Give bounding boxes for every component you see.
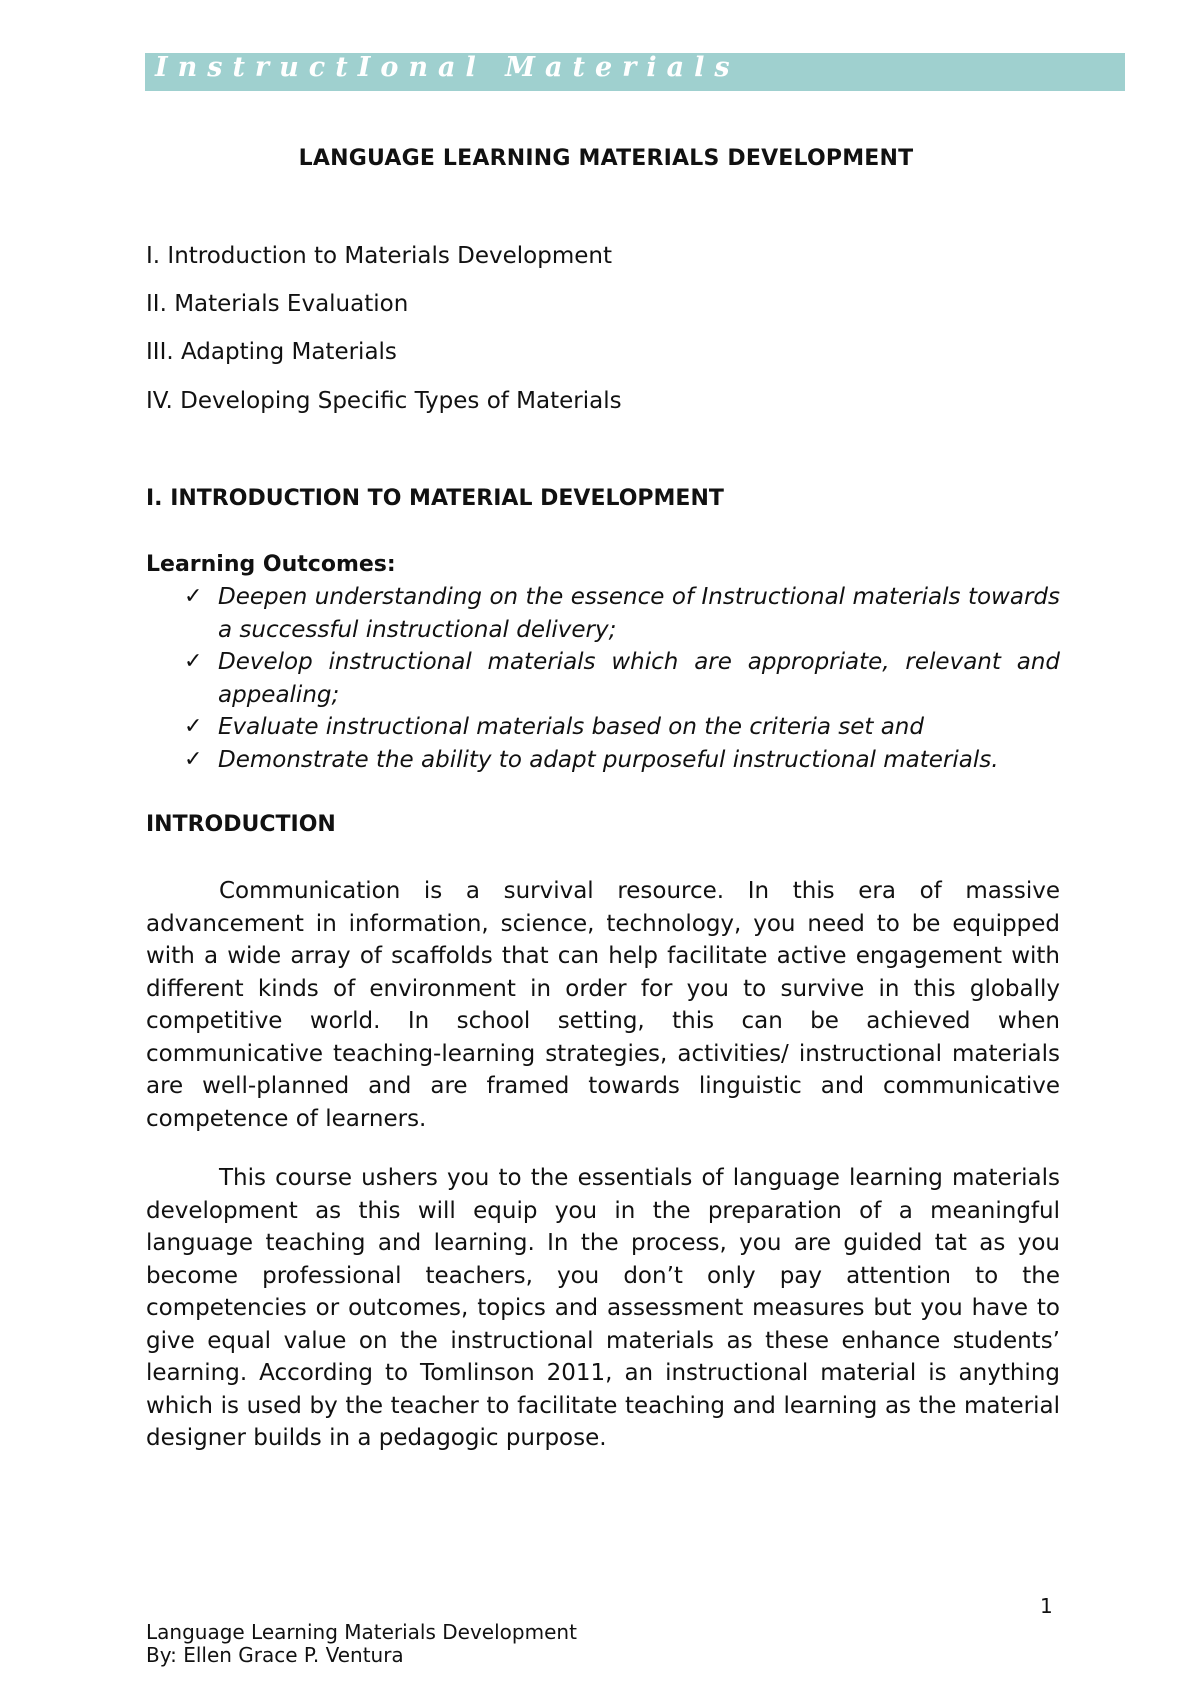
body-paragraph: Communication is a survival resource. In this era of massive advancement in information, science, technology, you need to be equipped with a wide array of scaffolds that can help facilitate active engagement with different kinds of environment in order for you to survive in this globally competitive world. In school setting, this can be achieved when communicative teaching-learning strategies, activities/ instructional materials are well-planned and are framed towards linguistic and communicative competence of learners. — [146, 878, 1060, 1132]
section-heading: I. INTRODUCTION TO MATERIAL DEVELOPMENT — [146, 486, 724, 511]
learning-outcome-item — [184, 646, 1060, 711]
header-banner-title: InstructIonal Materials — [155, 52, 740, 83]
learning-outcome-item — [184, 581, 1060, 646]
page-number: 1 — [1040, 1594, 1053, 1618]
learning-outcomes-heading: Learning Outcomes: — [146, 552, 396, 577]
footer-course-title: Language Learning Materials Development — [146, 1620, 577, 1644]
learning-outcomes-list — [184, 581, 1060, 776]
toc-item: IV. Developing Specific Types of Materials — [146, 388, 622, 414]
learning-outcome-item — [184, 744, 1060, 777]
introduction-heading: INTRODUCTION — [146, 812, 336, 837]
learning-outcome-text: Deepen understanding on the essence of Instructional materials towards a successful instructional delivery; — [218, 584, 1060, 643]
page-title: LANGUAGE LEARNING MATERIALS DEVELOPMENT — [298, 146, 914, 171]
check-icon: ✓ — [184, 649, 203, 674]
toc-item: I. Introduction to Materials Development — [146, 243, 612, 269]
toc-item: III. Adapting Materials — [146, 339, 397, 365]
check-icon: ✓ — [184, 746, 203, 772]
body-paragraph: This course ushers you to the essentials of language learning materials development as this will equip you in the preparation of a meaningful language teaching and learning. In the process, you are guided tat as you become professional teachers, you don’t only pay attention to the competencies or outcomes, topics and assessment measures but you have to give equal value on the instructional materials as these enhance students’ learning. According to Tomlinson 2011, an instructional material is anything which is used by the teacher to facilitate teaching and learning as the material designer builds in a pedagogic purpose. — [146, 1165, 1060, 1451]
learning-outcome-text: Demonstrate the ability to adapt purposeful instructional materials. — [218, 746, 999, 773]
toc-item: II. Materials Evaluation — [146, 291, 409, 317]
learning-outcome-text: Evaluate instructional materials based on the criteria set and — [218, 714, 924, 740]
check-icon: ✓ — [184, 714, 203, 739]
footer-author: By: Ellen Grace P. Ventura — [146, 1643, 404, 1667]
check-icon: ✓ — [184, 584, 203, 609]
learning-outcome-text: Develop instructional materials which are appropriate, relevant and appealing; — [218, 649, 1060, 708]
learning-outcome-item — [184, 711, 1060, 744]
